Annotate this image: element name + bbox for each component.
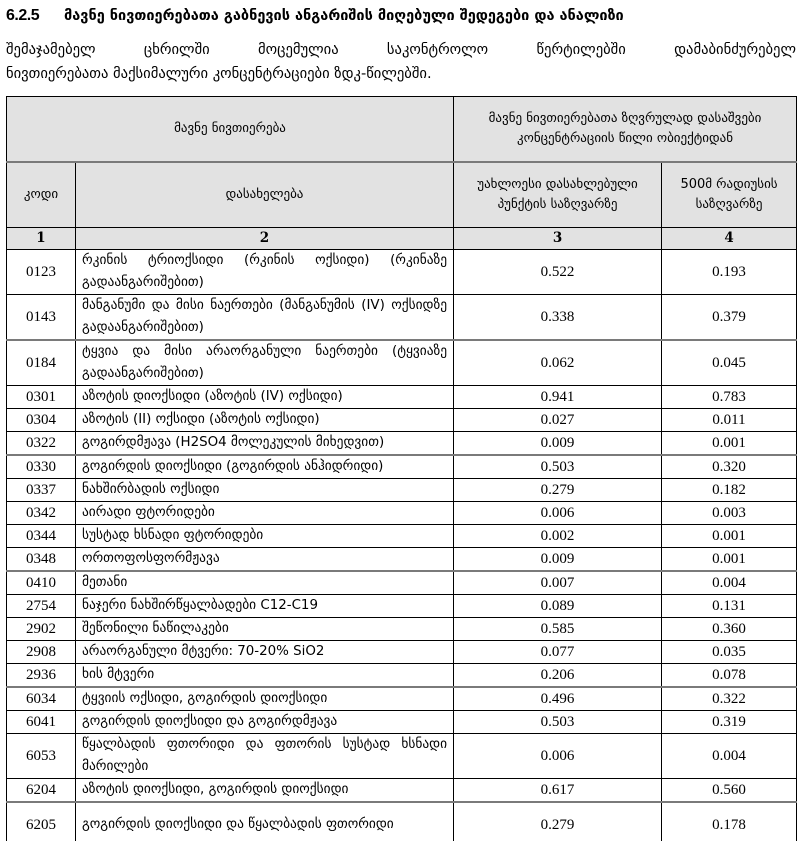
value-nearest-settlement: 0.009 <box>454 432 662 456</box>
concentration-table <box>6 96 797 841</box>
substance-name: შეწონილი ნაწილაკები <box>76 618 454 641</box>
substance-name: ნახშირბადის ოქსიდი <box>76 479 454 502</box>
header-nearest-settlement: უახლოესი დასახლებული პუნქტის საზღვარზე <box>454 162 662 228</box>
table-row <box>7 802 797 841</box>
intro-line-2: ნივთიერებათა მაქსიმალური კონცენტრაციები ზდკ-წილებში. <box>6 65 432 82</box>
table-row <box>7 295 797 341</box>
header-name: დასახელება <box>76 162 454 228</box>
value-500m-radius: 0.560 <box>662 779 797 803</box>
substance-name: მეთანი <box>76 571 454 595</box>
table-header-row-2 <box>7 162 797 228</box>
value-500m-radius: 0.035 <box>662 641 797 664</box>
value-500m-radius: 0.178 <box>662 802 797 841</box>
table-row <box>7 432 797 456</box>
column-number: 1 <box>7 228 76 250</box>
table-row <box>7 502 797 525</box>
value-nearest-settlement: 0.522 <box>454 250 662 295</box>
substance-code: 0344 <box>7 525 76 548</box>
table-header-row-1 <box>7 97 797 163</box>
substance-code: 0322 <box>7 432 76 456</box>
substance-code: 2936 <box>7 664 76 688</box>
substance-name: რკინის ტრიოქსიდი (რკინის ოქსიდი) (რკინაზე გადაანგარიშებით) <box>76 250 454 295</box>
substance-code: 6034 <box>7 687 76 711</box>
table-body <box>7 250 797 841</box>
substance-code: 0143 <box>7 295 76 341</box>
substance-name: ორთოფოსფორმჟავა <box>76 548 454 572</box>
value-500m-radius: 0.322 <box>662 687 797 711</box>
table-row <box>7 548 797 572</box>
table-row <box>7 779 797 803</box>
substance-name: გოგირდის დიოქსიდი და გოგირდმჟავა <box>76 711 454 734</box>
substance-code: 0184 <box>7 340 76 386</box>
substance-name: სუსტად ხსნადი ფტორიდები <box>76 525 454 548</box>
table-row <box>7 687 797 711</box>
table-row <box>7 525 797 548</box>
substance-code: 0123 <box>7 250 76 295</box>
substance-code: 0337 <box>7 479 76 502</box>
substance-code: 0410 <box>7 571 76 595</box>
substance-code: 0330 <box>7 455 76 479</box>
substance-name: წყალბადის ფთორიდი და ფთორის სუსტად ხსნადი მარილები <box>76 734 454 779</box>
header-code: კოდი <box>7 162 76 228</box>
column-number: 3 <box>454 228 662 250</box>
value-nearest-settlement: 0.027 <box>454 409 662 432</box>
section-title: მავნე ნივთიერებათა გაბნევის ანგარიშის მიღებული შედეგები და ანალიზი <box>64 8 624 24</box>
value-nearest-settlement: 0.585 <box>454 618 662 641</box>
value-nearest-settlement: 0.002 <box>454 525 662 548</box>
value-nearest-settlement: 0.496 <box>454 687 662 711</box>
header-substance-group: მავნე ნივთიერება <box>7 97 454 163</box>
table-row <box>7 664 797 688</box>
substance-name: ტყვიის ოქსიდი, გოგირდის დიოქსიდი <box>76 687 454 711</box>
table-row <box>7 595 797 618</box>
value-500m-radius: 0.001 <box>662 432 797 456</box>
table-row <box>7 455 797 479</box>
value-500m-radius: 0.379 <box>662 295 797 341</box>
table-row <box>7 641 797 664</box>
value-500m-radius: 0.182 <box>662 479 797 502</box>
table-row <box>7 250 797 295</box>
table-row <box>7 734 797 779</box>
value-500m-radius: 0.045 <box>662 340 797 386</box>
value-nearest-settlement: 0.338 <box>454 295 662 341</box>
substance-code: 6204 <box>7 779 76 803</box>
value-nearest-settlement: 0.503 <box>454 455 662 479</box>
section-heading <box>6 4 624 28</box>
value-500m-radius: 0.011 <box>662 409 797 432</box>
value-500m-radius: 0.320 <box>662 455 797 479</box>
substance-code: 0342 <box>7 502 76 525</box>
substance-name: გოგირდის დიოქსიდი (გოგირდის ანჰიდრიდი) <box>76 455 454 479</box>
value-nearest-settlement: 0.617 <box>454 779 662 803</box>
value-nearest-settlement: 0.279 <box>454 479 662 502</box>
intro-line-1: შემაჯამებელ ცხრილში მოცემულია საკონტროლო წერტილებში დამაბინძურებელ <box>6 41 796 58</box>
substance-code: 6205 <box>7 802 76 841</box>
substance-code: 0348 <box>7 548 76 572</box>
column-number: 2 <box>76 228 454 250</box>
value-nearest-settlement: 0.006 <box>454 734 662 779</box>
value-nearest-settlement: 0.009 <box>454 548 662 572</box>
value-nearest-settlement: 0.941 <box>454 386 662 409</box>
table-row <box>7 618 797 641</box>
value-500m-radius: 0.004 <box>662 734 797 779</box>
column-number: 4 <box>662 228 797 250</box>
value-nearest-settlement: 0.206 <box>454 664 662 688</box>
table-row <box>7 479 797 502</box>
substance-code: 0301 <box>7 386 76 409</box>
substance-name: ტყვია და მისი არაორგანული ნაერთები (ტყვიაზე გადაანგარიშებით) <box>76 340 454 386</box>
table-row <box>7 711 797 734</box>
substance-name: აზოტის დიოქსიდი, გოგირდის დიოქსიდი <box>76 779 454 803</box>
value-500m-radius: 0.319 <box>662 711 797 734</box>
value-500m-radius: 0.003 <box>662 502 797 525</box>
substance-code: 6041 <box>7 711 76 734</box>
intro-paragraph <box>6 38 796 86</box>
substance-code: 2902 <box>7 618 76 641</box>
substance-code: 0304 <box>7 409 76 432</box>
value-500m-radius: 0.001 <box>662 548 797 572</box>
header-share-group: მავნე ნივთიერებათა ზღვრულად დასაშვები კონცენტრაციის წილი ობიექტიდან <box>454 97 797 163</box>
value-500m-radius: 0.193 <box>662 250 797 295</box>
header-500m-radius: 500მ რადიუსის საზღვარზე <box>662 162 797 228</box>
value-nearest-settlement: 0.089 <box>454 595 662 618</box>
table-row <box>7 409 797 432</box>
substance-name: გოგირდის დიოქსიდი და წყალბადის ფთორიდი <box>76 802 454 841</box>
substance-name: აზოტის დიოქსიდი (აზოტის (IV) ოქსიდი) <box>76 386 454 409</box>
substance-code: 2754 <box>7 595 76 618</box>
value-500m-radius: 0.078 <box>662 664 797 688</box>
substance-name: ნაჯერი ნახშირწყალბადები C12-C19 <box>76 595 454 618</box>
substance-name: აზოტის (II) ოქსიდი (აზოტის ოქსიდი) <box>76 409 454 432</box>
value-nearest-settlement: 0.007 <box>454 571 662 595</box>
substance-name: ხის მტვერი <box>76 664 454 688</box>
substance-name: მანგანუმი და მისი ნაერთები (მანგანუმის (IV) ოქსიდზე გადაანგარიშებით) <box>76 295 454 341</box>
value-500m-radius: 0.783 <box>662 386 797 409</box>
value-500m-radius: 0.001 <box>662 525 797 548</box>
value-500m-radius: 0.004 <box>662 571 797 595</box>
value-500m-radius: 0.360 <box>662 618 797 641</box>
column-number-row <box>7 228 797 250</box>
value-nearest-settlement: 0.006 <box>454 502 662 525</box>
value-nearest-settlement: 0.062 <box>454 340 662 386</box>
substance-code: 6053 <box>7 734 76 779</box>
value-nearest-settlement: 0.077 <box>454 641 662 664</box>
section-number: 6.2.5 <box>6 7 40 24</box>
table-row <box>7 340 797 386</box>
substance-name: არაორგანული მტვერი: 70-20% SiO2 <box>76 641 454 664</box>
value-nearest-settlement: 0.503 <box>454 711 662 734</box>
value-500m-radius: 0.131 <box>662 595 797 618</box>
value-nearest-settlement: 0.279 <box>454 802 662 841</box>
table-row <box>7 571 797 595</box>
substance-code: 2908 <box>7 641 76 664</box>
substance-name: გოგირდმჟავა (H2SO4 მოლეკულის მიხედვით) <box>76 432 454 456</box>
table-row <box>7 386 797 409</box>
substance-name: აირადი ფტორიდები <box>76 502 454 525</box>
